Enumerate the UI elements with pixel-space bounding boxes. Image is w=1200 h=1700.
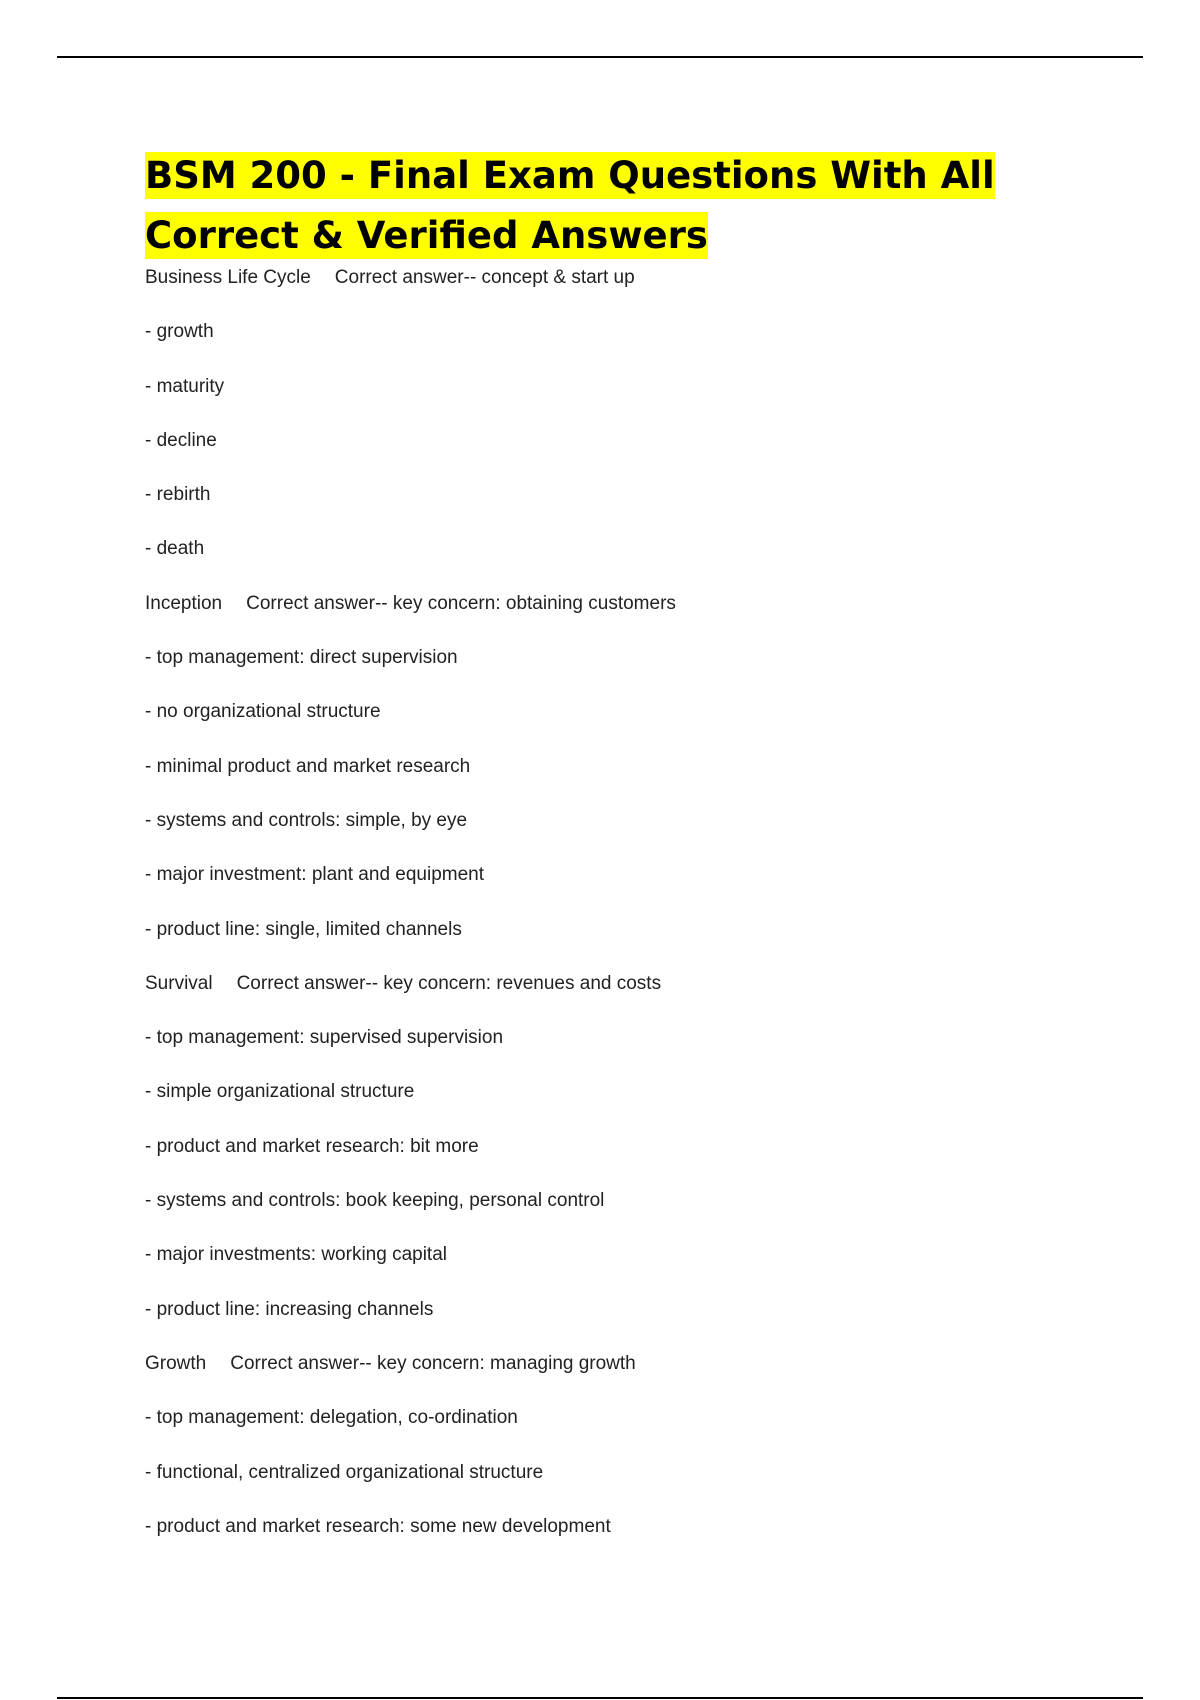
list-item-text: - top management: direct supervision bbox=[145, 647, 458, 669]
qa-list-item bbox=[145, 1189, 1145, 1243]
list-item-text: - minimal product and market research bbox=[145, 755, 471, 777]
title-line-2: Correct & Verified Answers bbox=[145, 214, 708, 257]
qa-term-line bbox=[145, 592, 1145, 646]
list-item-text: - no organizational structure bbox=[145, 701, 381, 723]
qa-list-item bbox=[145, 429, 1145, 483]
answer-text: Correct answer-- key concern: obtaining customers bbox=[246, 592, 676, 614]
qa-list-item bbox=[145, 809, 1145, 863]
qa-list-item bbox=[145, 483, 1145, 537]
list-item-text: - growth bbox=[145, 321, 214, 343]
term-label: Growth bbox=[145, 1352, 207, 1374]
term-label: Inception bbox=[145, 592, 223, 614]
qa-list-item bbox=[145, 1515, 1145, 1569]
document-body bbox=[145, 146, 1145, 1569]
list-item-text: - product line: increasing channels bbox=[145, 1298, 434, 1320]
qa-list-item bbox=[145, 863, 1145, 917]
answer-text: Correct answer-- key concern: revenues and costs bbox=[236, 972, 662, 994]
qa-list-item bbox=[145, 755, 1145, 809]
qa-list-item bbox=[145, 646, 1145, 700]
list-item-text: - simple organizational structure bbox=[145, 1081, 415, 1103]
qa-list-item bbox=[145, 1026, 1145, 1080]
header-rule bbox=[57, 56, 1143, 58]
qa-list-item bbox=[145, 1298, 1145, 1352]
answer-text: Correct answer-- key concern: managing growth bbox=[230, 1352, 636, 1374]
list-item-text: - systems and controls: simple, by eye bbox=[145, 809, 468, 831]
qa-term-line bbox=[145, 266, 1145, 320]
list-item-text: - death bbox=[145, 538, 205, 560]
answer-text: Correct answer-- concept & start up bbox=[334, 267, 635, 288]
list-item-text: - product and market research: some new development bbox=[145, 1515, 611, 1537]
list-item-text: - decline bbox=[145, 429, 217, 451]
list-item-text: - product line: single, limited channels bbox=[145, 918, 462, 940]
qa-list-item bbox=[145, 1461, 1145, 1515]
qa-list-item bbox=[145, 1406, 1145, 1460]
term-label: Business Life Cycle bbox=[145, 267, 311, 288]
qa-list-item bbox=[145, 918, 1145, 972]
list-item-text: - rebirth bbox=[145, 484, 211, 506]
title-line-1: BSM 200 - Final Exam Questions With All bbox=[145, 154, 995, 197]
qa-list bbox=[145, 266, 1145, 1569]
qa-list-item bbox=[145, 375, 1145, 429]
qa-list-item bbox=[145, 700, 1145, 754]
qa-list-item bbox=[145, 1080, 1145, 1134]
list-item-text: - top management: delegation, co-ordination bbox=[145, 1407, 518, 1429]
list-item-text: - maturity bbox=[145, 375, 225, 397]
list-item-text: - major investment: plant and equipment bbox=[145, 864, 485, 886]
qa-term-line bbox=[145, 1352, 1145, 1406]
qa-term-line bbox=[145, 972, 1145, 1026]
footer-rule bbox=[57, 1697, 1143, 1699]
list-item-text: - systems and controls: book keeping, personal control bbox=[145, 1190, 605, 1212]
qa-list-item bbox=[145, 537, 1145, 591]
qa-list-item bbox=[145, 1135, 1145, 1189]
qa-list-item bbox=[145, 1243, 1145, 1297]
term-label: Survival bbox=[145, 972, 213, 994]
list-item-text: - product and market research: bit more bbox=[145, 1135, 479, 1157]
list-item-text: - major investments: working capital bbox=[145, 1244, 447, 1266]
qa-list-item bbox=[145, 320, 1145, 374]
document-title bbox=[145, 146, 1145, 266]
list-item-text: - functional, centralized organizational structure bbox=[145, 1461, 544, 1483]
list-item-text: - top management: supervised supervision bbox=[145, 1027, 504, 1049]
